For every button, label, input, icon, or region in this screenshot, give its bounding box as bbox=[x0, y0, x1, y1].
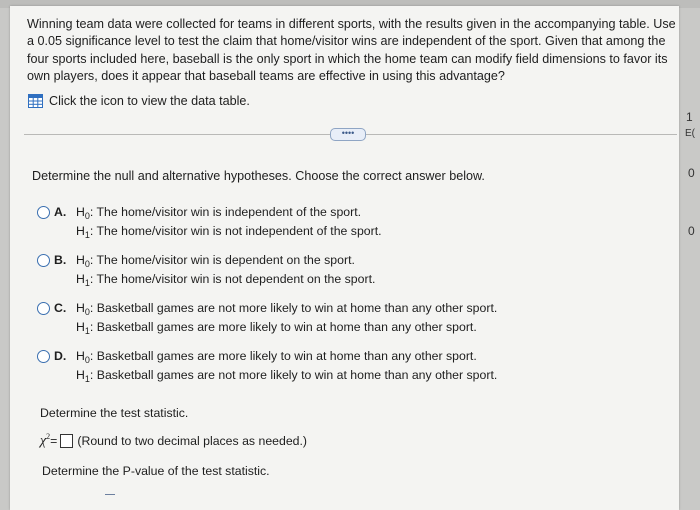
option-d-null-hypothesis: $H_0$: Basketball games are more likely to win at home than any other sport. bbox=[76, 349, 477, 365]
option-a-radio[interactable] bbox=[37, 206, 50, 219]
rounding-hint: (Round to two decimal places as needed.) bbox=[77, 433, 308, 448]
question-panel bbox=[10, 6, 679, 510]
option-c-radio[interactable] bbox=[37, 302, 50, 315]
option-d-letter: D. bbox=[54, 349, 67, 363]
option-a-alt-hypothesis: $H_1$: The home/visitor win is not independent of the sport. bbox=[76, 224, 382, 240]
side-glyph-1: 1 bbox=[686, 110, 693, 124]
p-value-heading: Determine the P-value of the test statistic. bbox=[42, 464, 270, 478]
side-glyph-4: 0 bbox=[688, 224, 695, 238]
side-glyph-2: E( bbox=[685, 128, 695, 139]
option-c-letter: C. bbox=[54, 301, 67, 315]
chi-square-symbol: $\chi^2$ bbox=[40, 432, 51, 449]
option-c-alt-hypothesis: $H_1$: Basketball games are more likely to win at home than any other sport. bbox=[76, 320, 477, 336]
option-c-null-hypothesis: $H_0$: Basketball games are not more likely to win at home than any other sport. bbox=[76, 301, 498, 317]
test-statistic-input[interactable] bbox=[60, 434, 73, 448]
option-b-null-hypothesis: $H_0$: The home/visitor win is dependent on the sport. bbox=[76, 253, 355, 269]
option-b-radio[interactable] bbox=[37, 254, 50, 267]
text-cursor-mark bbox=[105, 494, 115, 498]
option-d-alt-hypothesis: $H_1$: Basketball games are not more likely to win at home than any other sport. bbox=[76, 368, 498, 384]
option-b-alt-hypothesis: $H_1$: The home/visitor win is not dependent on the sport. bbox=[76, 272, 376, 288]
equals-sign: = bbox=[50, 433, 58, 448]
hypotheses-question: Determine the null and alternative hypotheses. Choose the correct answer below. bbox=[32, 169, 485, 183]
data-table-icon[interactable] bbox=[28, 94, 43, 108]
test-statistic-row bbox=[40, 432, 307, 450]
option-a-letter: A. bbox=[54, 205, 67, 219]
side-glyph-3: 0 bbox=[688, 166, 695, 180]
test-statistic-heading: Determine the test statistic. bbox=[40, 406, 189, 420]
problem-statement: Winning team data were collected for teams in different sports, with the results given in the accompanying table. Use a 0.05 significance level to test the claim that home/visitor wins are independent of the sport. Given that among the four sports included here, baseball is the only sport in which the home team can modify field dimensions to favor its own players, does it appear that baseball teams are effective in using this advantage? bbox=[27, 17, 676, 84]
option-d-radio[interactable] bbox=[37, 350, 50, 363]
view-data-table-link[interactable] bbox=[28, 94, 250, 108]
option-a-null-hypothesis: $H_0$: The home/visitor win is independent of the sport. bbox=[76, 205, 362, 221]
option-b-letter: B. bbox=[54, 253, 67, 267]
expand-more-button[interactable]: •••• bbox=[330, 128, 366, 141]
view-data-table-label: Click the icon to view the data table. bbox=[49, 94, 250, 108]
